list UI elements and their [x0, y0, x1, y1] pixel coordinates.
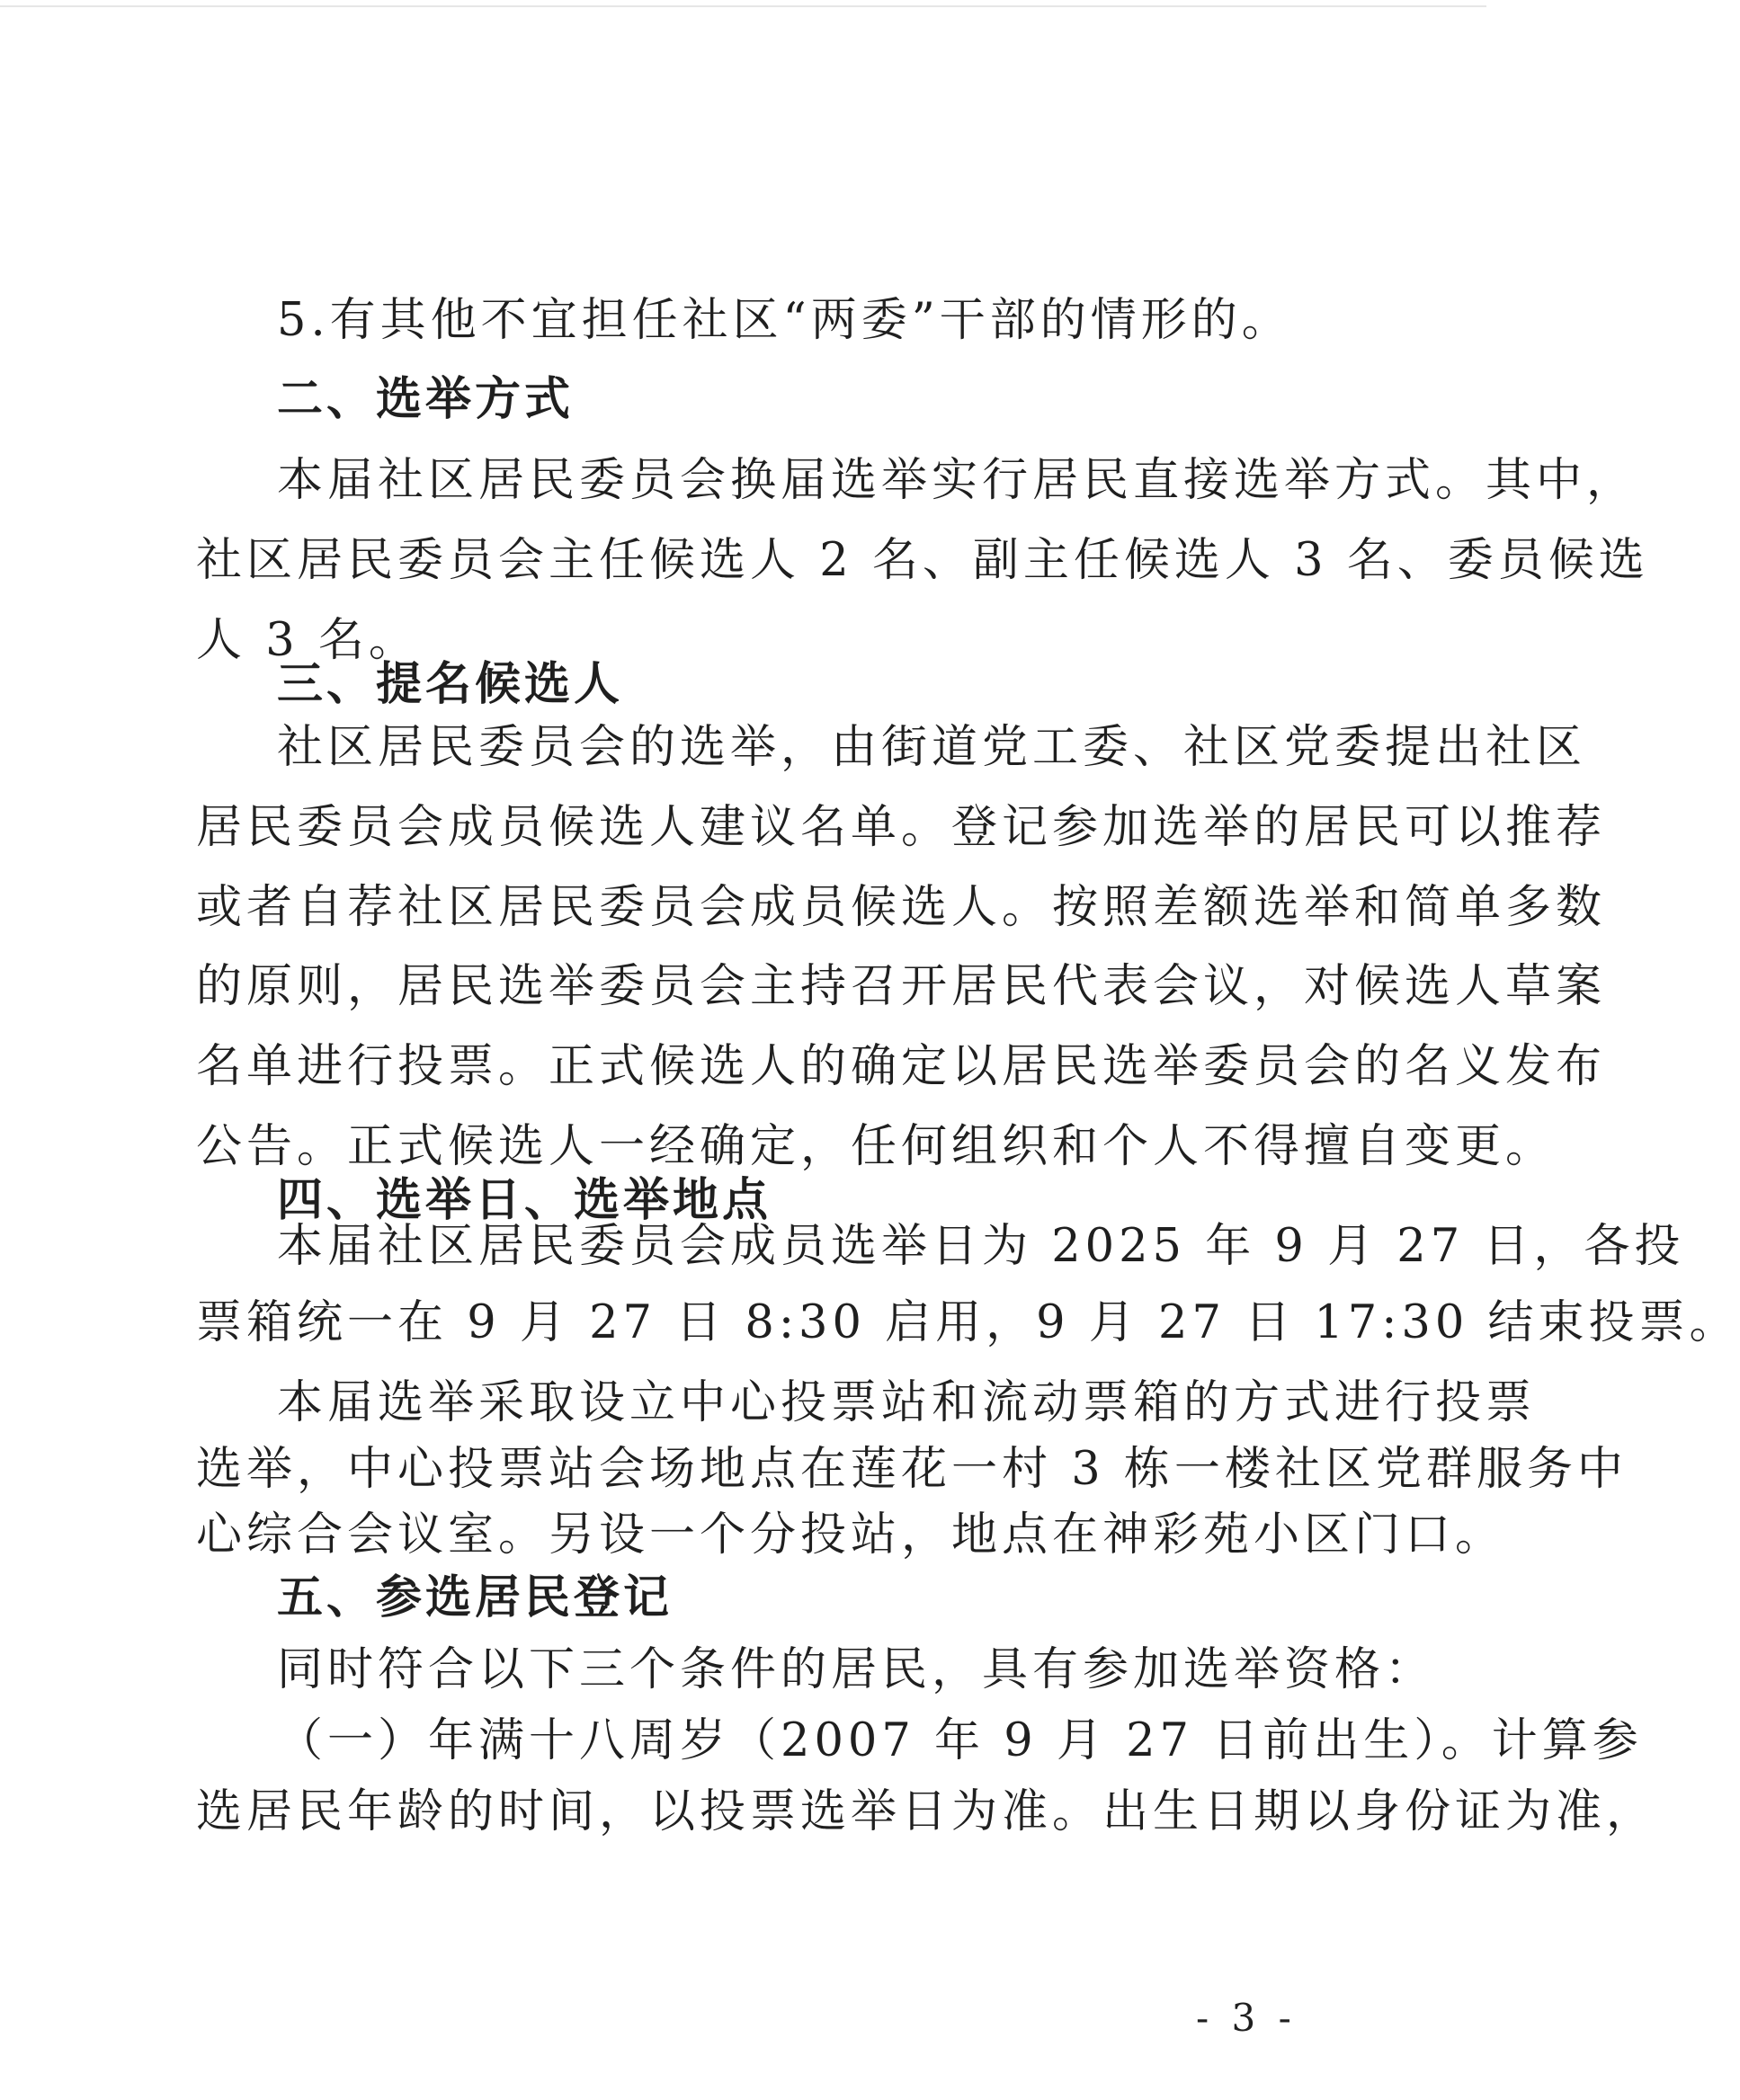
scan-edge-line — [0, 5, 1486, 7]
body-line: 本届社区居民委员会换届选举实行居民直接选举方式。其中， — [277, 454, 1637, 507]
body-line: 人 3 名。 — [196, 614, 419, 667]
body-line: 公告。正式候选人一经确定，任何组织和个人不得擅自变更。 — [196, 1120, 1557, 1173]
page-number: - 3 - — [1196, 1996, 1297, 2040]
body-line: 名单进行投票。正式候选人的确定以居民选举委员会的名义发布 — [196, 1040, 1607, 1093]
body-line: 同时符合以下三个条件的居民，具有参加选举资格： — [277, 1643, 1436, 1696]
section-heading-voter-registration: 五、参选居民登记 — [277, 1571, 674, 1624]
body-line: 社区居民委员会主任候选人 2 名、副主任候选人 3 名、委员候选 — [196, 534, 1649, 587]
body-line: 本届选举采取设立中心投票站和流动票箱的方式进行投票 — [277, 1376, 1537, 1429]
body-line: 居民委员会成员候选人建议名单。登记参加选举的居民可以推荐 — [196, 801, 1607, 854]
body-line-item-5: 5.有其他不宜担任社区“两委”干部的情形的。 — [277, 294, 1292, 347]
section-heading-nominate-candidates: 三、提名候选人 — [277, 658, 624, 711]
section-heading-election-method: 二、选举方式 — [277, 373, 575, 426]
section-heading-election-date-place: 四、选举日、选举地点 — [277, 1174, 772, 1227]
body-line: 选举，中心投票站会场地点在莲花一村 3 栋一楼社区党群服务中 — [196, 1443, 1628, 1496]
body-line: 或者自荐社区居民委员会成员候选人。按照差额选举和简单多数 — [196, 881, 1607, 934]
body-line: 心综合会议室。另设一个分投站，地点在神彩苑小区门口。 — [196, 1508, 1506, 1562]
body-line: 票箱统一在 9 月 27 日 8:30 启用，9 月 27 日 17:30 结束投票。 — [196, 1296, 1740, 1349]
body-line: 社区居民委员会的选举，由街道党工委、社区党委提出社区 — [277, 721, 1587, 774]
body-line: 的原则，居民选举委员会主持召开居民代表会议，对候选人草案 — [196, 960, 1607, 1013]
body-line: 本届社区居民委员会成员选举日为 2025 年 9 月 27 日，各投 — [277, 1220, 1685, 1273]
body-line: （一）年满十八周岁（2007 年 9 月 27 日前出生）。计算参 — [277, 1714, 1643, 1767]
body-line: 选居民年龄的时间，以投票选举日为准。出生日期以身份证为准， — [196, 1785, 1657, 1838]
